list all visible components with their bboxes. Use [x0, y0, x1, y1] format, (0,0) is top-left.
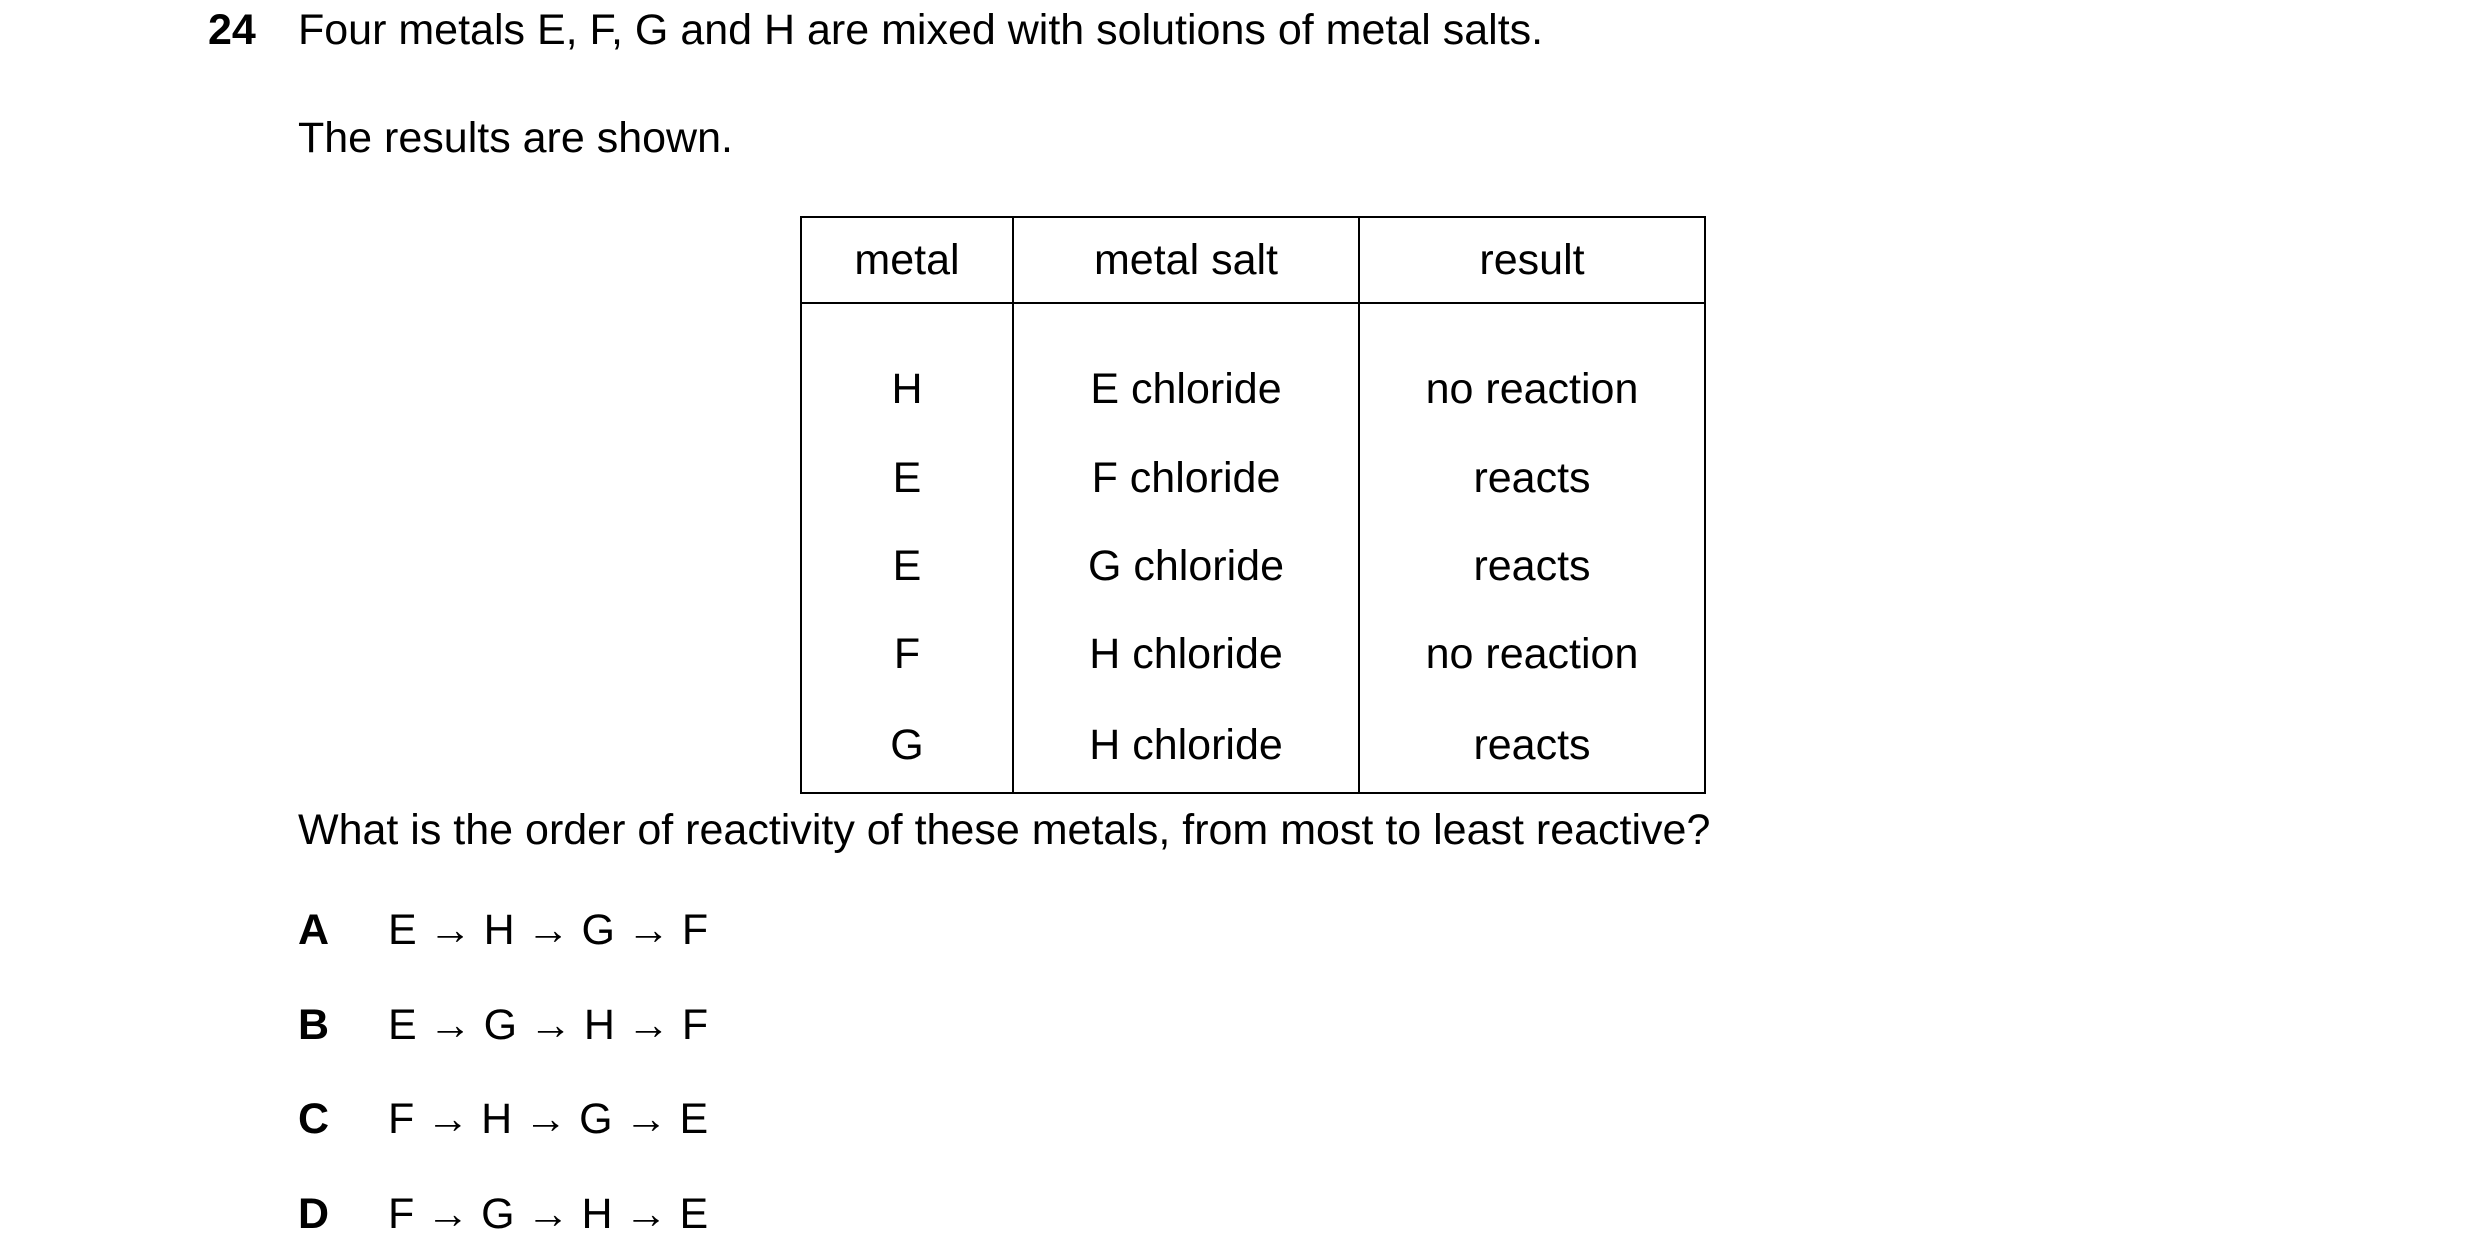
- option-letter: B: [298, 1001, 330, 1049]
- cell-metal-salt: H chloride: [1013, 698, 1359, 793]
- table-header-row: [801, 217, 1705, 303]
- option-letter: D: [298, 1190, 330, 1238]
- cell-result: reacts: [1359, 434, 1705, 522]
- option-letter: A: [298, 906, 330, 954]
- cell-metal-salt: E chloride: [1013, 303, 1359, 434]
- cell-metal: F: [801, 610, 1013, 698]
- cell-result: reacts: [1359, 698, 1705, 793]
- header-metal-salt: metal salt: [1013, 217, 1359, 303]
- option-text: E → G → H → F: [388, 1001, 709, 1049]
- question-number: 24: [208, 6, 256, 54]
- cell-metal: E: [801, 434, 1013, 522]
- option-text: F → H → G → E: [388, 1095, 709, 1143]
- question-prompt: What is the order of reactivity of these metals, from most to least reactive?: [298, 806, 1711, 854]
- option-letter: C: [298, 1095, 330, 1143]
- cell-result: no reaction: [1359, 610, 1705, 698]
- table-row: [801, 698, 1705, 793]
- question-stem: Four metals E, F, G and H are mixed with solutions of metal salts.: [298, 6, 1544, 54]
- cell-metal: H: [801, 303, 1013, 434]
- table-row: [801, 303, 1705, 434]
- option-c[interactable]: [298, 1091, 708, 1147]
- cell-metal-salt: H chloride: [1013, 610, 1359, 698]
- header-metal: metal: [801, 217, 1013, 303]
- question-intro: The results are shown.: [298, 114, 733, 162]
- header-result: result: [1359, 217, 1705, 303]
- cell-metal-salt: F chloride: [1013, 434, 1359, 522]
- cell-metal-salt: G chloride: [1013, 522, 1359, 610]
- cell-metal: G: [801, 698, 1013, 793]
- table-row: [801, 434, 1705, 522]
- table-row: [801, 522, 1705, 610]
- cell-result: reacts: [1359, 522, 1705, 610]
- option-text: E → H → G → F: [388, 906, 709, 954]
- cell-metal: E: [801, 522, 1013, 610]
- option-text: F → G → H → E: [388, 1190, 709, 1238]
- cell-result: no reaction: [1359, 303, 1705, 434]
- option-b[interactable]: [298, 997, 708, 1053]
- table-row: [801, 610, 1705, 698]
- option-d[interactable]: [298, 1186, 708, 1242]
- results-table: [800, 216, 1706, 794]
- option-a[interactable]: [298, 902, 708, 958]
